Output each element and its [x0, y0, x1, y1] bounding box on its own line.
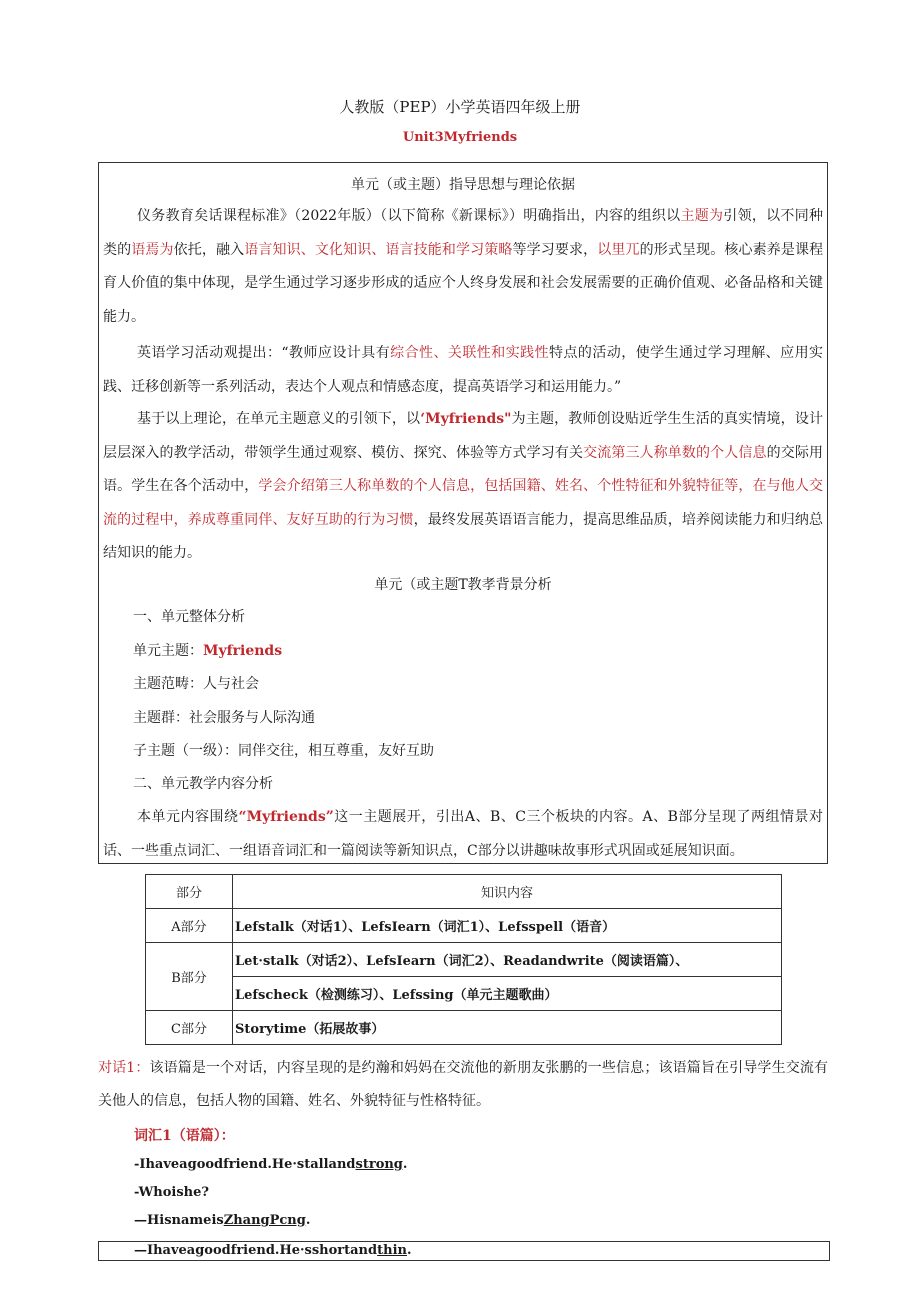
table-cell-part: C部分 [146, 1011, 233, 1045]
example-1-c: . [402, 1157, 408, 1172]
p1-highlight-knowledge: 语言知识、文化知识、语言技能和学习策略 [244, 241, 513, 258]
table-cell-content: Storytime（拓展故事） [233, 1011, 782, 1045]
example-line-4 [134, 1243, 412, 1258]
guide-paragraph-2 [99, 337, 827, 404]
background-heading: 单元（或主题T教孝背景分析 [374, 577, 552, 593]
dialogue-label: 对话1： [98, 1060, 150, 1076]
content-text-c: 这一主题展开，引出A、B、C三个板块的内容。A、B部分呈现了两组情景对话、一些重点词汇、一组语音词汇和一篇阅读等新知识点，C部分以讲趣味故事形式巩固或延展知识面。 [103, 809, 823, 859]
guide-heading: 单元（或主题）指导思想与理论依据 [351, 177, 575, 193]
table-cell-part: B部分 [146, 943, 233, 1011]
p1-text-c: 引领，以不同种类的 [103, 208, 824, 258]
p3-theme-name: ‘Myfriends" [420, 411, 512, 427]
p1-text-a: 仪务教育矣话课程标准》（2022年版）（以下简称《新课标》）明确指出，内容的组织以 [137, 208, 681, 224]
table-cell-part: A部分 [146, 909, 233, 943]
p3-text-e: 的交际用语。学生在各个活动中， [103, 444, 824, 494]
table-cell-content: Let·stalk（对话2）、LefsIearn（词汇2）、Readandwrite（阅读语篇）、 [233, 943, 782, 977]
example-line-3 [134, 1213, 310, 1228]
content-analysis-paragraph [99, 801, 827, 868]
example-4-a: —Ihaveagoodfriend.He·sshortand [134, 1243, 378, 1258]
dialogue-text: 该语篇是一个对话，内容呈现的是约瀚和妈妈在交流他的新朋友张鹏的一些信息；该语篇旨在引导学生交流有关他人的信息，包括人物的国籍、姓名、外貌特征与性格特征。 [98, 1060, 828, 1109]
table-row [146, 977, 782, 1011]
guide-paragraph-1 [99, 200, 827, 334]
section-1-title: 一、单元整体分析 [133, 609, 245, 625]
p3-text-g: ，最终发展英语语言能力，提高思维品质，培养阅读能力和归纳总结知识的能力。 [103, 511, 823, 561]
p2-text-a: 英语学习活动观提出：“教师应设计具有 [137, 345, 391, 361]
example-3-key: ZhangPcng [223, 1213, 306, 1228]
p1-highlight-theme: 主题为 [680, 208, 724, 224]
content-text-a: 本单元内容围绕 [137, 809, 239, 825]
example-1-key: strong [355, 1157, 403, 1172]
table-cell-content: Lefscheck（检测练习）、Lefssing（单元主题歌曲） [233, 977, 782, 1011]
guide-section-box [98, 162, 828, 864]
p3-highlight-goal: 学会介绍第三人称单数的个人信息，包括国籍、姓名、个性特征和外貌特征等，在与他人交流的过程中，养成尊重同伴、友好互助的行为习惯 [103, 478, 824, 528]
p1-text-e: 依托，融入 [173, 241, 245, 258]
document-title: 人教版（PEP）小学英语四年级上册 [339, 98, 581, 116]
unit-theme-label: 单元主题： [133, 643, 203, 659]
section-2-title: 二、单元教学内容分析 [133, 776, 273, 792]
example-4-c: . [406, 1243, 412, 1258]
unit-theme-value: Myfriends [203, 643, 283, 659]
p2-highlight: 综合性、关联性和实践性 [390, 345, 550, 361]
example-line-1 [134, 1157, 407, 1172]
unit-title: Unit3Myfriends [402, 130, 518, 145]
guide-paragraph-3 [99, 403, 827, 571]
p1-text-g: 等学习要求， [512, 241, 598, 258]
example-line-2: -Whoishe? [134, 1185, 210, 1200]
p3-text-c: 为主题，教师创设贴近学生生活的真实情境，设计层层深入的教学活动，带领学生通过观察、模仿、探究、体验等方式学习有关 [103, 411, 824, 461]
unit-theme-line [133, 641, 282, 661]
p3-highlight-info: 交流第三人称单数的个人信息 [583, 444, 767, 461]
content-theme-name: “Myfriends” [238, 809, 334, 825]
p1-highlight-discourse: 语焉为 [131, 241, 174, 258]
p1-text-i: 的形式呈现。核心素养是课程育人价值的集中体现，是学生通过学习逐步形成的适应个人终身发展和社会发展需要的正确价值观、必备品格和关键能力。 [103, 241, 824, 325]
table-row [146, 909, 782, 943]
example-3-c: . [305, 1213, 311, 1228]
p3-text-a: 基于以上理论，在单元主题意义的引领下，以 [137, 411, 421, 427]
table-row [146, 1011, 782, 1045]
table-header-part: 部分 [146, 875, 233, 909]
example-1-a: -Ihaveagoodfriend.He·stalland [134, 1157, 356, 1172]
p1-highlight-unit: 以里兀 [597, 241, 640, 258]
theme-scope: 主题范畴：人与社会 [133, 676, 259, 692]
table-header-row [146, 875, 782, 909]
dialogue-paragraph [98, 1052, 828, 1118]
example-3-a: —Hisnameis [134, 1213, 224, 1228]
theme-group: 主题群：社会服务与人际沟通 [133, 710, 315, 726]
table-header-content: 知识内容 [233, 875, 782, 909]
example-4-key: thin [377, 1243, 407, 1258]
table-cell-content: Lefstalk（对话1）、LefsIearn（词汇1）、Lefsspell（语音） [233, 909, 782, 943]
table-row [146, 943, 782, 977]
vocab-label: 词汇1（语篇）： [134, 1128, 235, 1144]
p2-text-c: 特点的活动，使学生通过学习理解、应用实践、迁移创新等一系列活动，表达个人观点和情感态度，提高英语学习和运用能力。” [103, 345, 824, 395]
knowledge-table [145, 874, 782, 1045]
sub-theme: 子主题（一级）：同伴交往，相互尊重，友好互助 [133, 743, 434, 759]
